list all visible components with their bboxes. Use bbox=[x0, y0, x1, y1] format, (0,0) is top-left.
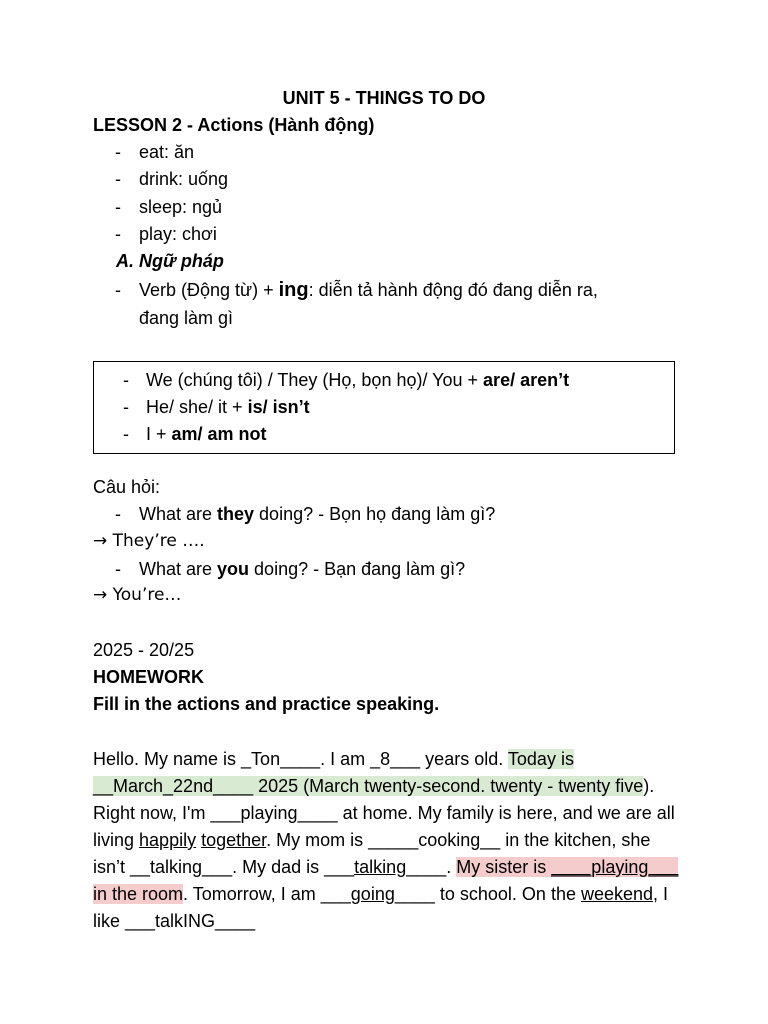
underlined-word: happily bbox=[139, 830, 197, 850]
bullet-dash: - bbox=[123, 424, 129, 444]
q-post: doing? - Bạn đang làm gì? bbox=[249, 559, 466, 579]
vocab-item: eat: ăn bbox=[139, 142, 195, 162]
bullet-dash: - bbox=[123, 397, 129, 417]
para-text: . My mom is _____cooking__ in the kitchen, she isn’t __talking___. My dad is ___ bbox=[93, 830, 651, 877]
q-post: doing? - Bọn họ đang làm gì? bbox=[254, 504, 496, 524]
vocab-item: play: chơi bbox=[139, 224, 217, 244]
box-bold: are/ aren’t bbox=[483, 370, 570, 390]
unit-title: UNIT 5 - THINGS TO DO bbox=[282, 88, 486, 108]
highlight-red-underlined: ____playing___ bbox=[551, 857, 679, 877]
box-text bbox=[146, 423, 267, 445]
rule-pre: Verb (Động từ) + bbox=[139, 280, 279, 300]
para-text: , I like ___talkING____ bbox=[93, 884, 669, 931]
bullet-dash: - bbox=[123, 370, 129, 390]
date-line: 2025 - 20/25 bbox=[93, 640, 195, 660]
q-bold: they bbox=[217, 504, 255, 524]
highlight-red: in the room bbox=[93, 884, 184, 904]
lesson-heading: LESSON 2 - Actions (Hành động) bbox=[93, 115, 375, 135]
underlined-word: talking bbox=[354, 857, 407, 877]
homework-heading: HOMEWORK bbox=[93, 667, 204, 687]
question-text bbox=[139, 558, 465, 580]
box-bold: is/ isn’t bbox=[247, 397, 310, 417]
box-pre: We (chúng tôi) / They (Họ, bọn họ)/ You + bbox=[146, 370, 484, 390]
grammar-heading: A. Ngữ pháp bbox=[116, 251, 224, 271]
highlight-green: Today is __March_22nd____ 2025 (March twenty-second. twenty - twenty five bbox=[93, 749, 644, 796]
box-bold: am/ am not bbox=[171, 424, 267, 444]
grammar-rule-line bbox=[139, 279, 598, 301]
bullet-dash: - bbox=[115, 224, 121, 244]
bullet-dash: - bbox=[115, 280, 121, 300]
rule-ing: ing bbox=[278, 279, 309, 301]
vocab-item: sleep: ngủ bbox=[139, 197, 223, 217]
answer-line: → You’re… bbox=[93, 585, 182, 605]
rule-continuation: đang làm gì bbox=[139, 308, 234, 328]
bullet-dash: - bbox=[115, 197, 121, 217]
q-pre: What are bbox=[139, 504, 218, 524]
bullet-dash: - bbox=[115, 142, 121, 162]
underlined-word: weekend bbox=[580, 884, 654, 904]
vocab-item: drink: uống bbox=[139, 169, 229, 189]
para-text: . Tomorrow, I am ___ bbox=[183, 884, 351, 904]
answer-line: → They’re …. bbox=[93, 531, 205, 551]
box-text bbox=[146, 396, 310, 418]
question-text bbox=[139, 503, 495, 525]
highlight-red: My sister is bbox=[456, 857, 552, 877]
questions-heading: Câu hỏi: bbox=[93, 477, 161, 497]
box-pre: I + bbox=[146, 424, 172, 444]
para-text: ). Right now, I'm ___playing____ at home. My family is here, and we are all living bbox=[93, 776, 675, 850]
underlined-word: together bbox=[201, 830, 267, 850]
para-text: Hello. My name is _Ton____. I am _8___ years old. bbox=[93, 749, 508, 769]
q-bold: you bbox=[217, 559, 250, 579]
homework-paragraph bbox=[93, 746, 683, 935]
bullet-dash: - bbox=[115, 559, 121, 579]
q-pre: What are bbox=[139, 559, 218, 579]
underlined-word: going bbox=[350, 884, 395, 904]
para-text: ____. bbox=[406, 857, 457, 877]
rule-post: : diễn tả hành động đó đang diễn ra, bbox=[308, 280, 598, 300]
homework-instruction: Fill in the actions and practice speaking. bbox=[93, 694, 440, 714]
para-text: ____ to school. On the bbox=[394, 884, 581, 904]
box-pre: He/ she/ it + bbox=[146, 397, 248, 417]
box-text bbox=[146, 369, 569, 391]
bullet-dash: - bbox=[115, 169, 121, 189]
bullet-dash: - bbox=[115, 504, 121, 524]
